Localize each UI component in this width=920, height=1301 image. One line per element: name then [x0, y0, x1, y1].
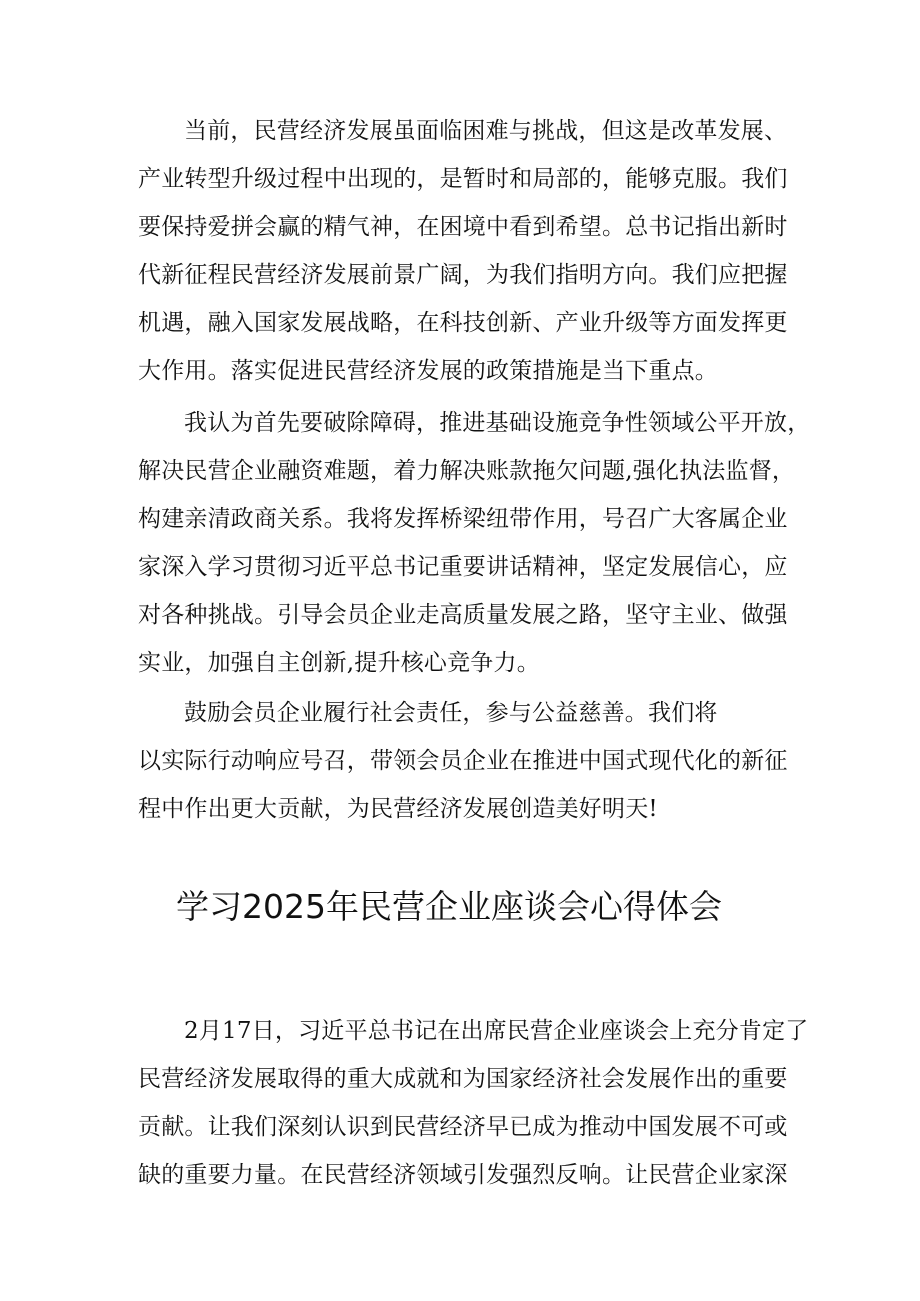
paragraph-4-line-4: 缺的重要力量。在民营经济领域引发强烈反响。让民营企业家深: [138, 1162, 788, 1188]
paragraph-1-line-3: 要保持爱拼会赢的精气神，在困境中看到希望。总书记指出新时: [138, 214, 788, 240]
section-heading: 学习2025年民营企业座谈会心得体会: [176, 887, 722, 926]
paragraph-1-line-4: 代新征程民营经济发展前景广阔，为我们指明方向。我们应把握: [138, 262, 788, 288]
paragraph-1-line-6: 大作用。落实促进民营经济发展的政策措施是当下重点。: [138, 358, 718, 384]
paragraph-2-line-5: 对各种挑战。引导会员企业走高质量发展之路，坚守主业、做强: [138, 602, 788, 628]
paragraph-4-line-1: 2月17日，习近平总书记在出席民营企业座谈会上充分肯定了: [184, 1018, 809, 1044]
paragraph-2-line-2: 解决民营企业融资难题，着力解决账款拖欠问题,强化执法监督，: [138, 458, 796, 484]
paragraph-1-line-5: 机遇，融入国家发展战略，在科技创新、产业升级等方面发挥更: [138, 310, 788, 336]
paragraph-2-line-1: 我认为首先要破除障碍，推进基础设施竞争性领域公平开放，: [184, 410, 811, 436]
paragraph-3-line-2: 以实际行动响应号召，带领会员企业在推进中国式现代化的新征: [138, 748, 788, 774]
paragraph-2-line-3: 构建亲清政商关系。我将发挥桥梁纽带作用，号召广大客属企业: [138, 506, 788, 532]
paragraph-2-line-4: 家深入学习贯彻习近平总书记重要讲话精神，坚定发展信心，应: [138, 554, 788, 580]
paragraph-3-line-3: 程中作出更大贡献，为民营经济发展创造美好明天!: [138, 796, 658, 822]
paragraph-1-line-2: 产业转型升级过程中出现的，是暂时和局部的，能够克服。我们: [138, 166, 788, 192]
paragraph-3-line-1: 鼓励会员企业履行社会责任，参与公益慈善。我们将: [184, 700, 718, 726]
paragraph-1-line-1: 当前，民营经济发展虽面临困难与挑战，但这是改革发展、: [184, 118, 788, 144]
paragraph-4-line-2: 民营经济发展取得的重大成就和为国家经济社会发展作出的重要: [138, 1066, 788, 1092]
paragraph-4-line-3: 贡献。让我们深刻认识到民营经济早已成为推动中国发展不可或: [138, 1114, 788, 1140]
paragraph-2-line-6: 实业，加强自主创新,提升核心竞争力。: [138, 650, 540, 676]
